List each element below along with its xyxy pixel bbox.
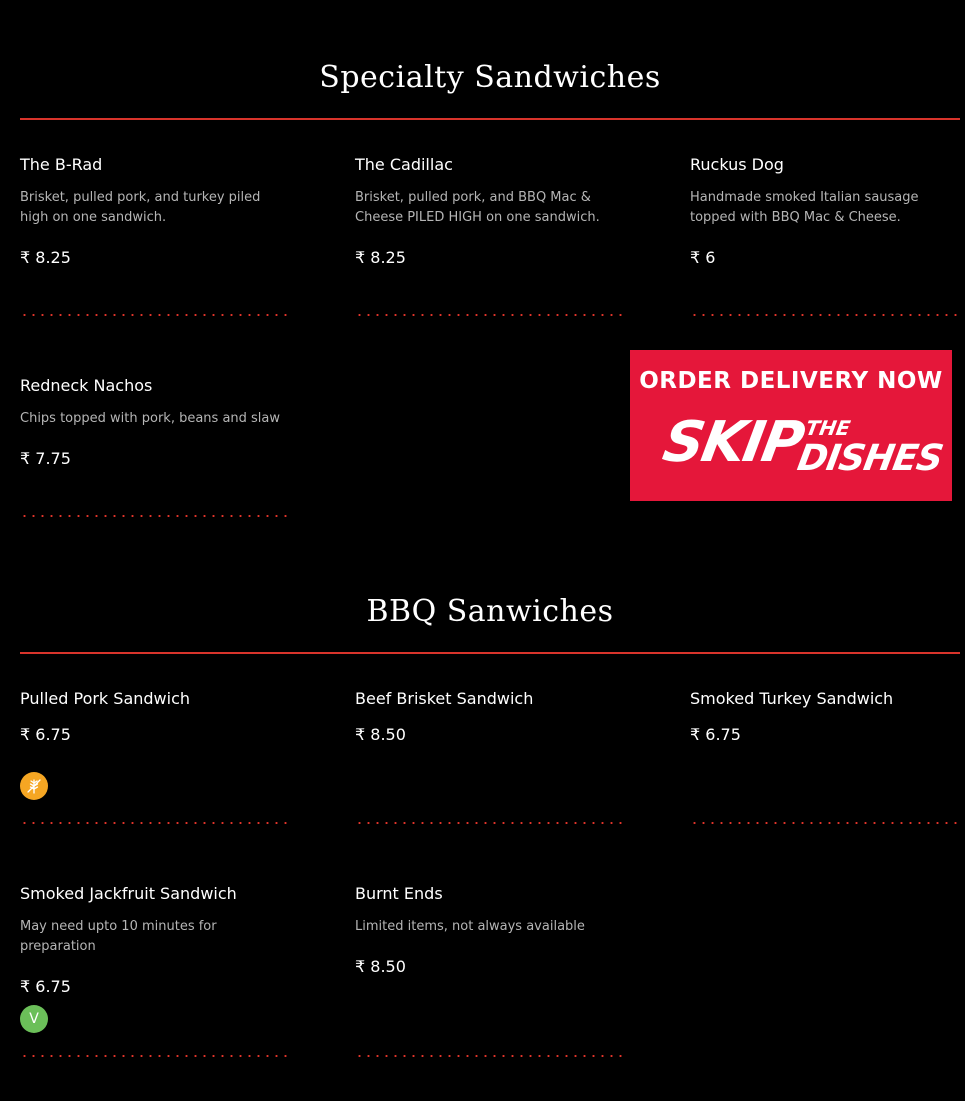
dotted-divider	[355, 822, 625, 824]
promo-headline: ORDER DELIVERY NOW	[639, 368, 943, 394]
dotted-divider	[355, 314, 625, 316]
dishes-logo-text: DISHES	[794, 438, 946, 479]
item-name: Smoked Turkey Sandwich	[690, 689, 894, 708]
dotted-divider	[690, 822, 960, 824]
item-price: ₹ 6.75	[20, 977, 71, 996]
menu-item-redneck-nachos[interactable]	[20, 376, 290, 469]
menu-item-beef-brisket[interactable]	[355, 689, 625, 745]
item-description: May need upto 10 minutes for preparation	[20, 919, 217, 954]
item-price: ₹ 7.75	[20, 449, 71, 468]
the-logo-text: THE	[803, 416, 853, 440]
menu-item-smoked-jackfruit[interactable]	[20, 884, 290, 997]
item-name: Smoked Jackfruit Sandwich	[20, 884, 237, 903]
section-title-specialty: Specialty Sandwiches	[319, 60, 661, 95]
section-divider	[20, 118, 960, 120]
item-price: ₹ 6	[690, 248, 716, 267]
item-name: The Cadillac	[355, 155, 453, 174]
menu-item-pulled-pork[interactable]	[20, 689, 290, 745]
skip-logo-text: SKIP	[658, 410, 808, 475]
vegan-icon: V	[20, 1005, 48, 1033]
item-description: Brisket, pulled pork, and BBQ Mac & Cheese PILED HIGH on one sandwich.	[355, 190, 600, 225]
menu-item-b-rad[interactable]	[20, 155, 290, 268]
item-name: Ruckus Dog	[690, 155, 784, 174]
dotted-divider	[355, 1055, 625, 1057]
item-description: Handmade smoked Italian sausage topped with BBQ Mac & Cheese.	[690, 190, 919, 225]
dotted-divider	[20, 822, 290, 824]
item-price: ₹ 8.50	[355, 725, 406, 744]
item-name: Beef Brisket Sandwich	[355, 689, 534, 708]
dotted-divider	[690, 314, 960, 316]
item-price: ₹ 6.75	[20, 725, 71, 744]
menu-item-cadillac[interactable]	[355, 155, 625, 268]
item-price: ₹ 6.75	[690, 725, 741, 744]
item-description: Brisket, pulled pork, and turkey piled high on one sandwich.	[20, 190, 261, 225]
wheat-icon	[20, 772, 48, 800]
menu-item-ruckus-dog[interactable]	[690, 155, 960, 268]
item-description: Chips topped with pork, beans and slaw	[20, 411, 281, 426]
item-name: Redneck Nachos	[20, 376, 153, 395]
dotted-divider	[20, 1055, 290, 1057]
item-name: Pulled Pork Sandwich	[20, 689, 191, 708]
dotted-divider	[20, 515, 290, 517]
menu-item-smoked-turkey[interactable]	[690, 689, 960, 745]
item-name: Burnt Ends	[355, 884, 443, 903]
item-price: ₹ 8.50	[355, 957, 406, 976]
section-divider	[20, 652, 960, 654]
menu-item-burnt-ends[interactable]	[355, 884, 625, 977]
section-title-bbq: BBQ Sanwiches	[366, 594, 614, 629]
dotted-divider	[20, 314, 290, 316]
item-price: ₹ 8.25	[20, 248, 71, 267]
item-price: ₹ 8.25	[355, 248, 406, 267]
item-description: Limited items, not always available	[355, 919, 585, 934]
skip-the-dishes-order-banner[interactable]	[630, 350, 952, 501]
item-name: The B-Rad	[20, 155, 103, 174]
